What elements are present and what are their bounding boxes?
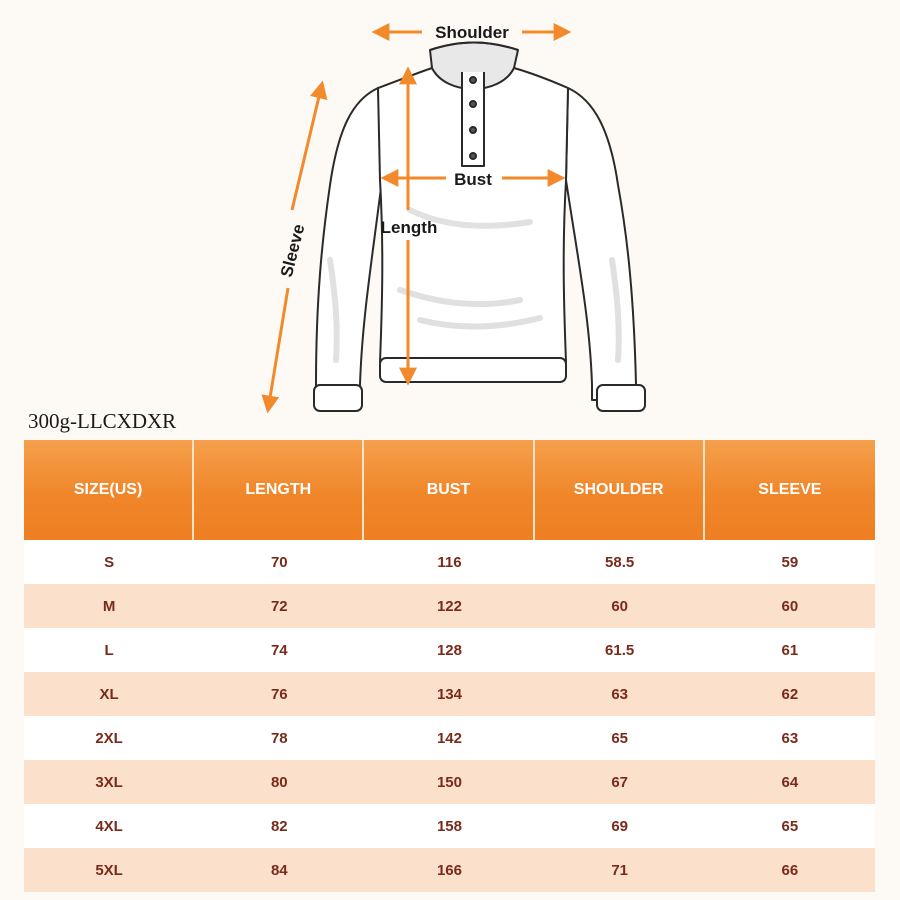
- table-header-row: [24, 440, 875, 540]
- table-row: [24, 628, 875, 672]
- length-cell: 70: [194, 540, 364, 584]
- bust-cell: 150: [364, 760, 534, 804]
- length-cell: 76: [194, 672, 364, 716]
- table-row: [24, 760, 875, 804]
- column-header-length: LENGTH: [194, 440, 364, 540]
- shoulder-cell: 65: [535, 716, 705, 760]
- sleeve-cell: 66: [705, 848, 875, 892]
- table-row: [24, 848, 875, 892]
- size-cell: XL: [24, 672, 194, 716]
- table-row: [24, 716, 875, 760]
- length-label: Length: [380, 218, 438, 237]
- table-row: [24, 672, 875, 716]
- sleeve-cell: 61: [705, 628, 875, 672]
- size-cell: 5XL: [24, 848, 194, 892]
- bust-cell: 122: [364, 584, 534, 628]
- model-code: 300g-LLCXDXR: [28, 409, 177, 433]
- shoulder-cell: 63: [535, 672, 705, 716]
- size-cell: L: [24, 628, 194, 672]
- bust-cell: 116: [364, 540, 534, 584]
- size-cell: 4XL: [24, 804, 194, 848]
- sleeve-cell: 64: [705, 760, 875, 804]
- sleeve-cell: 65: [705, 804, 875, 848]
- size-cell: 2XL: [24, 716, 194, 760]
- bust-cell: 166: [364, 848, 534, 892]
- column-header-shoulder: SHOULDER: [535, 440, 705, 540]
- table-row: [24, 540, 875, 584]
- bust-label: Bust: [454, 170, 492, 189]
- column-header-size: SIZE(US): [24, 440, 194, 540]
- length-cell: 84: [194, 848, 364, 892]
- size-chart-table: [24, 440, 875, 892]
- table-row: [24, 804, 875, 848]
- bust-cell: 158: [364, 804, 534, 848]
- bust-cell: 142: [364, 716, 534, 760]
- length-cell: 72: [194, 584, 364, 628]
- shoulder-cell: 67: [535, 760, 705, 804]
- size-cell: 3XL: [24, 760, 194, 804]
- bust-cell: 128: [364, 628, 534, 672]
- length-cell: 74: [194, 628, 364, 672]
- shoulder-cell: 61.5: [535, 628, 705, 672]
- shoulder-cell: 71: [535, 848, 705, 892]
- length-cell: 80: [194, 760, 364, 804]
- size-cell: S: [24, 540, 194, 584]
- shoulder-cell: 58.5: [535, 540, 705, 584]
- table-row: [24, 584, 875, 628]
- sleeve-cell: 60: [705, 584, 875, 628]
- sleeve-label: Sleeve: [276, 222, 309, 280]
- shoulder-cell: 69: [535, 804, 705, 848]
- sleeve-cell: 63: [705, 716, 875, 760]
- sleeve-cell: 59: [705, 540, 875, 584]
- length-cell: 78: [194, 716, 364, 760]
- shoulder-label: Shoulder: [435, 23, 509, 42]
- garment-measurement-diagram: [0, 0, 900, 420]
- sleeve-cell: 62: [705, 672, 875, 716]
- column-header-bust: BUST: [364, 440, 534, 540]
- table-body: [24, 540, 875, 892]
- column-header-sleeve: SLEEVE: [705, 440, 875, 540]
- bust-cell: 134: [364, 672, 534, 716]
- length-cell: 82: [194, 804, 364, 848]
- size-cell: M: [24, 584, 194, 628]
- shoulder-cell: 60: [535, 584, 705, 628]
